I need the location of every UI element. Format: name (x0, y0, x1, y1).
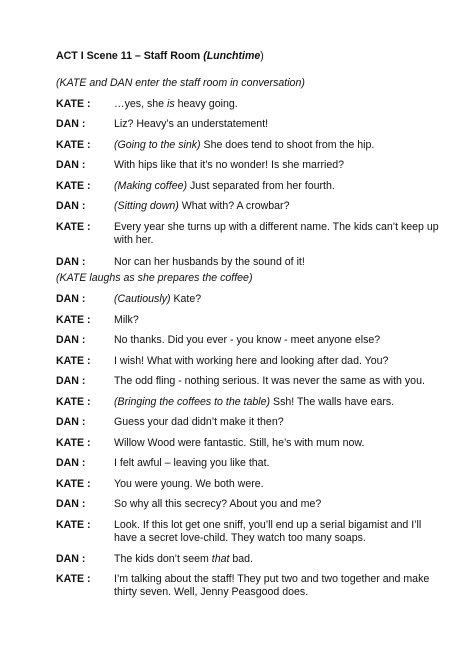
dialogue-segment: You were young. We both were. (114, 478, 264, 490)
dialogue-text (114, 478, 442, 491)
dialogue-segment: The odd fling - nothing serious. It was never the same as with you. (114, 375, 425, 387)
speaker-name: KATE : (56, 437, 91, 449)
speaker-name: DAN : (56, 118, 86, 130)
dialogue-segment: …yes, she (114, 98, 167, 110)
stage-direction-inline: (Going to the sink) (114, 139, 201, 151)
stage-direction-inline: (Sitting down) (114, 200, 179, 212)
dialogue-text (114, 573, 442, 599)
dialogue-segment: Liz? Heavy’s an understatement! (114, 118, 269, 130)
dialogue-text (114, 519, 442, 545)
stage-direction: (KATE laughs as she prepares the coffee) (56, 272, 253, 284)
dialogue-text (114, 200, 442, 213)
dialogue-text (114, 396, 442, 409)
speaker-name: DAN : (56, 375, 86, 387)
dialogue-text (114, 221, 442, 247)
dialogue-segment: Look. If this lot get one sniff, you’ll end up a serial bigamist and I’ll have a secret love-child. They watch too many soaps. (114, 519, 422, 544)
stage-direction-inline: (Making coffee) (114, 180, 188, 192)
dialogue-segment: Willow Wood were fantastic. Still, he’s with mum now. (114, 437, 365, 449)
speaker-name: DAN : (56, 159, 86, 171)
dialogue-text (114, 139, 442, 152)
speaker-name: DAN : (56, 553, 86, 565)
scene-heading-title: ACT I Scene 11 – Staff Room (56, 50, 204, 62)
dialogue-text (114, 498, 442, 511)
stage-direction: (KATE and DAN enter the staff room in conversation) (56, 77, 305, 89)
scene-heading (56, 50, 264, 62)
stage-direction-inline: (Cautiously) (114, 293, 171, 305)
speaker-name: KATE : (56, 396, 91, 408)
dialogue-segment: What with? A crowbar? (178, 200, 290, 212)
dialogue-segment: Just separated from her fourth. (187, 180, 335, 192)
speaker-name: DAN : (56, 457, 86, 469)
dialogue-segment: heavy going. (174, 98, 238, 110)
speaker-name: KATE : (56, 221, 91, 233)
dialogue-segment: bad. (229, 553, 253, 565)
speaker-name: KATE : (56, 139, 91, 151)
speaker-name: KATE : (56, 519, 91, 531)
speaker-name: KATE : (56, 478, 91, 490)
speaker-name: KATE : (56, 573, 91, 585)
speaker-name: DAN : (56, 334, 86, 346)
dialogue-text (114, 118, 442, 131)
dialogue-segment: Ssh! The walls have ears. (270, 396, 395, 408)
dialogue-segment: With hips like that it’s no wonder! Is she married? (114, 159, 345, 171)
scene-heading-close: ) (260, 50, 264, 62)
dialogue-segment: She does tend to shoot from the hip. (200, 139, 375, 151)
dialogue-segment: Kate? (170, 293, 202, 305)
speaker-name: DAN : (56, 498, 86, 510)
dialogue-segment: Milk? (114, 314, 139, 326)
dialogue-segment: Nor can her husbands by the sound of it! (114, 256, 305, 268)
dialogue-segment: Guess your dad didn’t make it then? (114, 416, 284, 428)
speaker-name: DAN : (56, 293, 86, 305)
dialogue-segment: So why all this secrecy? About you and me? (114, 498, 322, 510)
scene-heading-time: (Lunchtime (203, 50, 261, 62)
dialogue-text (114, 553, 442, 566)
dialogue-segment: No thanks. Did you ever - you know - meet anyone else? (114, 334, 381, 346)
dialogue-text (114, 256, 442, 269)
dialogue-text (114, 457, 442, 470)
speaker-name: KATE : (56, 180, 91, 192)
dialogue-segment: The kids don’t seem (114, 553, 212, 565)
dialogue-text (114, 314, 442, 327)
dialogue-text (114, 355, 442, 368)
dialogue-text (114, 416, 442, 429)
stage-direction-inline: (Bringing the coffees to the table) (114, 396, 271, 408)
dialogue-text (114, 293, 442, 306)
speaker-name: DAN : (56, 200, 86, 212)
dialogue-text (114, 159, 442, 172)
stage-direction-inline: that (211, 553, 230, 565)
stage-direction-inline: is (167, 98, 175, 110)
dialogue-segment: Every year she turns up with a different name. The kids can’t keep up with her. (114, 221, 439, 246)
speaker-name: KATE : (56, 355, 91, 367)
dialogue-segment: I’m talking about the staff! They put two and two together and make thirty seven. Well, Jenny Peasgood does. (114, 573, 430, 598)
speaker-name: DAN : (56, 256, 86, 268)
speaker-name: DAN : (56, 416, 86, 428)
dialogue-text (114, 437, 442, 450)
dialogue-segment: I wish! What with working here and looking after dad. You? (114, 355, 389, 367)
dialogue-text (114, 375, 442, 388)
dialogue-text (114, 334, 442, 347)
dialogue-text (114, 180, 442, 193)
dialogue-text (114, 98, 442, 111)
dialogue-segment: I felt awful – leaving you like that. (114, 457, 270, 469)
speaker-name: KATE : (56, 314, 91, 326)
speaker-name: KATE : (56, 98, 91, 110)
